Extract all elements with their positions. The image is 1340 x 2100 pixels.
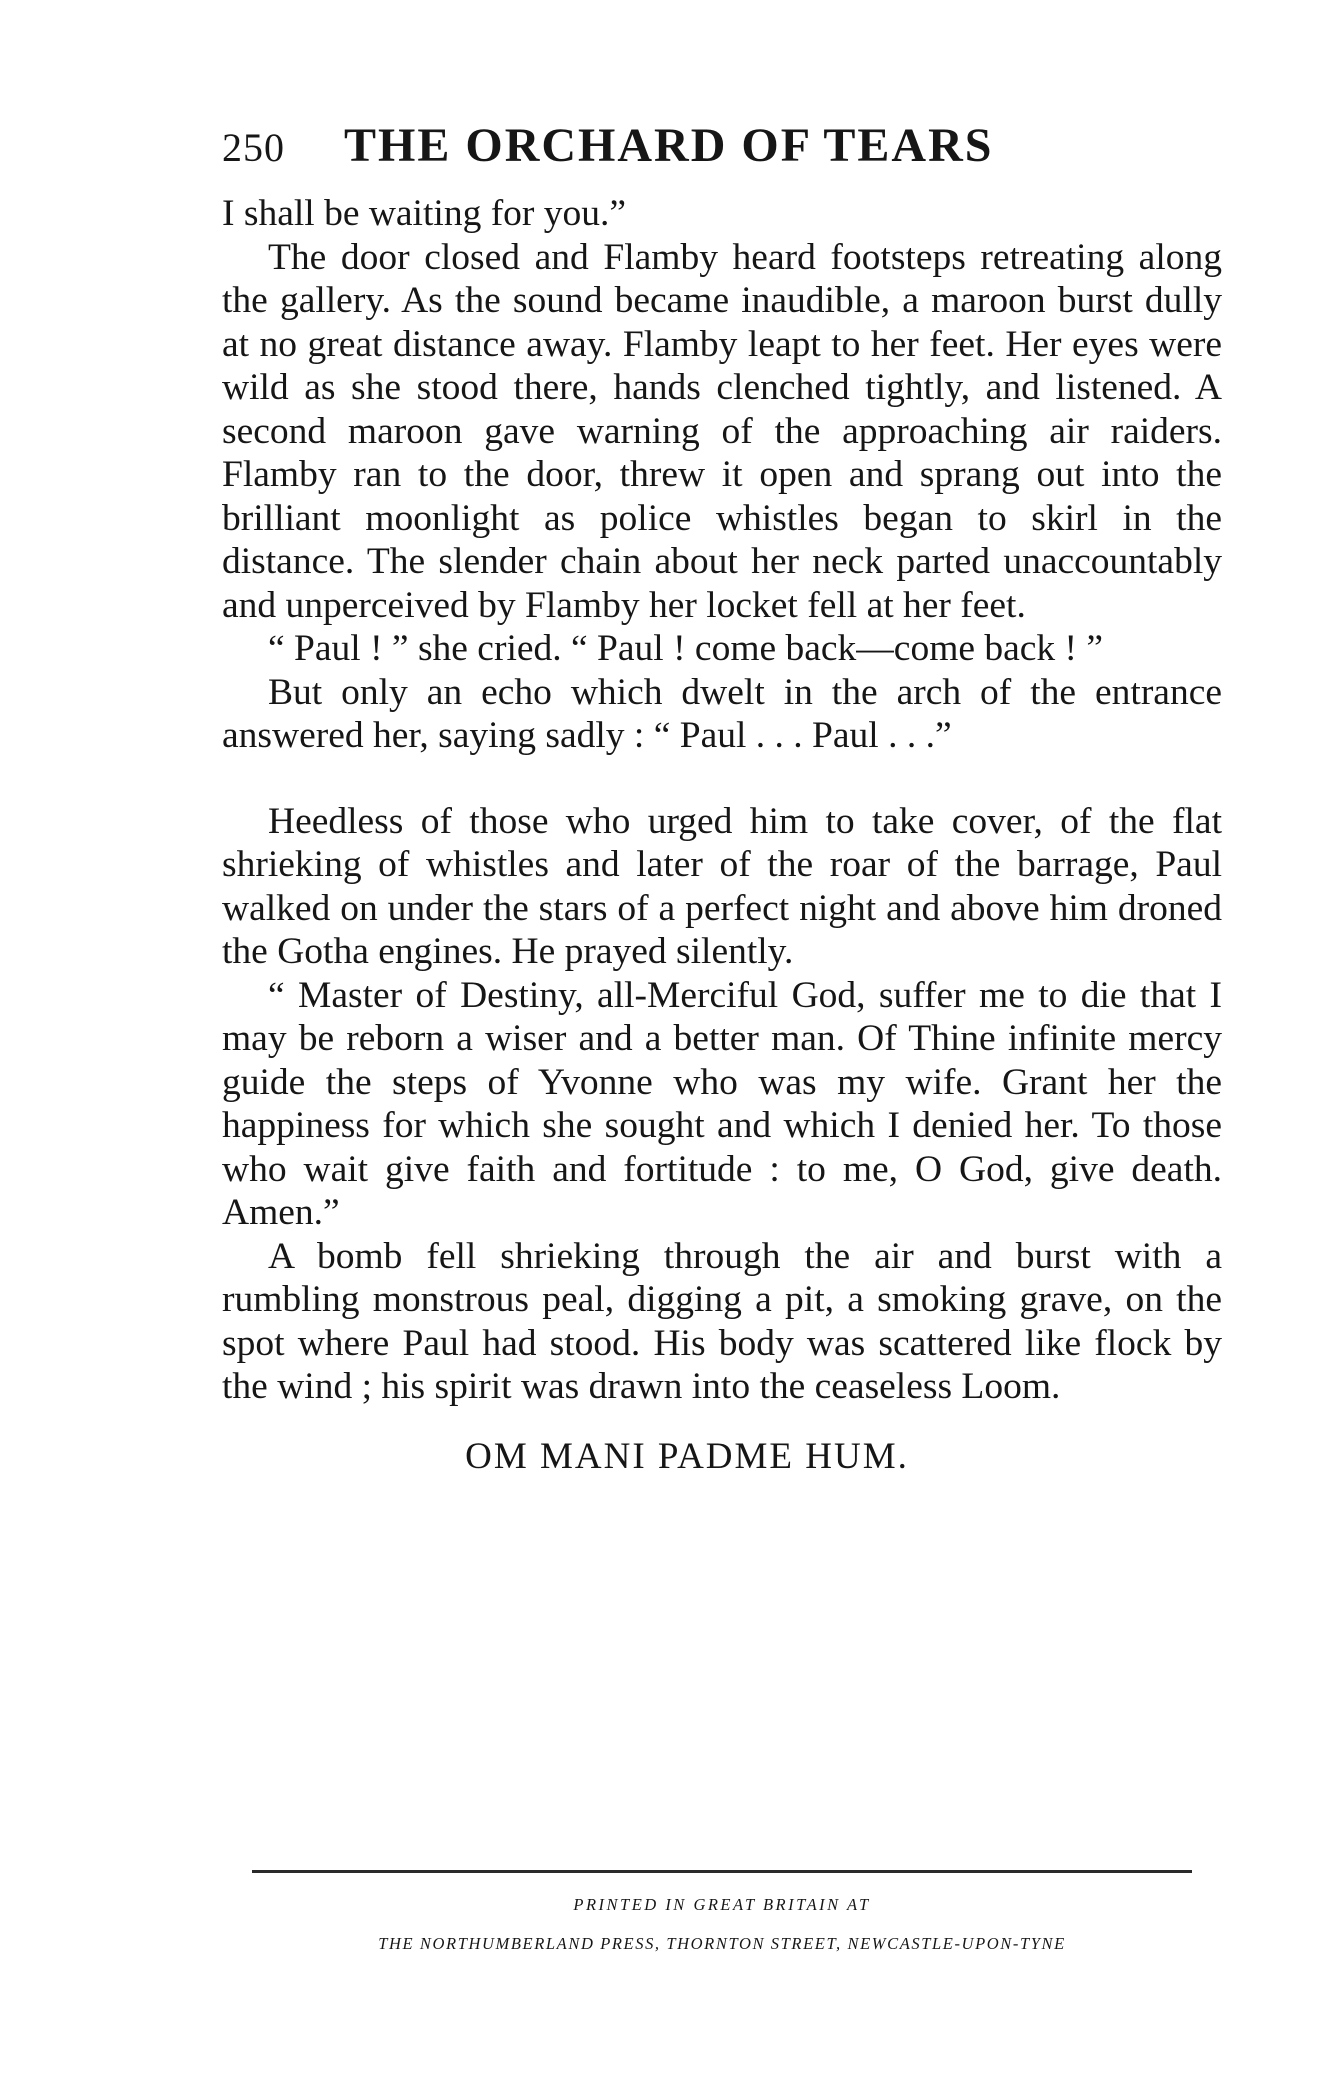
page-number: 250 [222,125,285,170]
running-title: THE ORCHARD OF TEARS [344,119,994,172]
paragraph-prayer: “ Master of Destiny, all-Merciful God, suffer me to die that I may be reborn a wiser and a better man. Of Thine infinite mercy guide the steps of Yvonne who was my wife. Grant her the happiness for which she sought and which I denied her. To those who wait give faith and fortitude : to me, O God, give death. Amen.” [222,974,1222,1233]
paragraph-echo: But only an echo which dwelt in the arch of the entrance answered her, saying sadly : “ Paul . . . Paul . . .” [222,671,1222,756]
paragraph-continuation: I shall be waiting for you.” [222,193,627,234]
body-text [222,192,1222,1409]
book-page [222,118,1222,1478]
paragraph-heedless: Heedless of those who urged him to take cover, of the flat shrieking of whistles and later of the roar of the barrage, Paul walked on under the stars of a perfect night and above him droned the Gotha engines. He prayed silently. [222,800,1222,972]
paragraph-paul-cried: “ Paul ! ” she cried. “ Paul ! come back—come back ! ” [268,628,1104,669]
page-header [222,118,1222,182]
paragraph-bomb: A bomb fell shrieking through the air and burst with a rumbling monstrous peal, digging a pit, a smoking grave, on the spot where Paul had stood. His body was scattered like flock by the wind ; his spirit was drawn into the ceaseless Loom. [222,1235,1222,1407]
horizontal-rule [252,1870,1192,1873]
section-break [222,758,1222,800]
printer-imprint-line-2: THE NORTHUMBERLAND PRESS, THORNTON STREET, NEWCASTLE-UPON-TYNE [378,1934,1066,1953]
closing-mantra: OM MANI PADME HUM. [465,1435,909,1477]
printer-imprint-line-1: PRINTED IN GREAT BRITAIN AT [573,1895,871,1914]
paragraph-door-closed: The door closed and Flamby heard footsteps retreating along the gallery. As the sound became inaudible, a maroon burst dully at no great distance away. Flamby leapt to her feet. Her eyes were wild as she stood there, hands clenched tightly, and listened. A second maroon gave warning of the approaching air raiders. Flamby ran to the door, threw it open and sprang out into the brilliant moonlight as police whistles began to skirl in the distance. The slender chain about her neck parted unaccountably and unperceived by Flamby her locket fell at her feet. [222,236,1222,626]
